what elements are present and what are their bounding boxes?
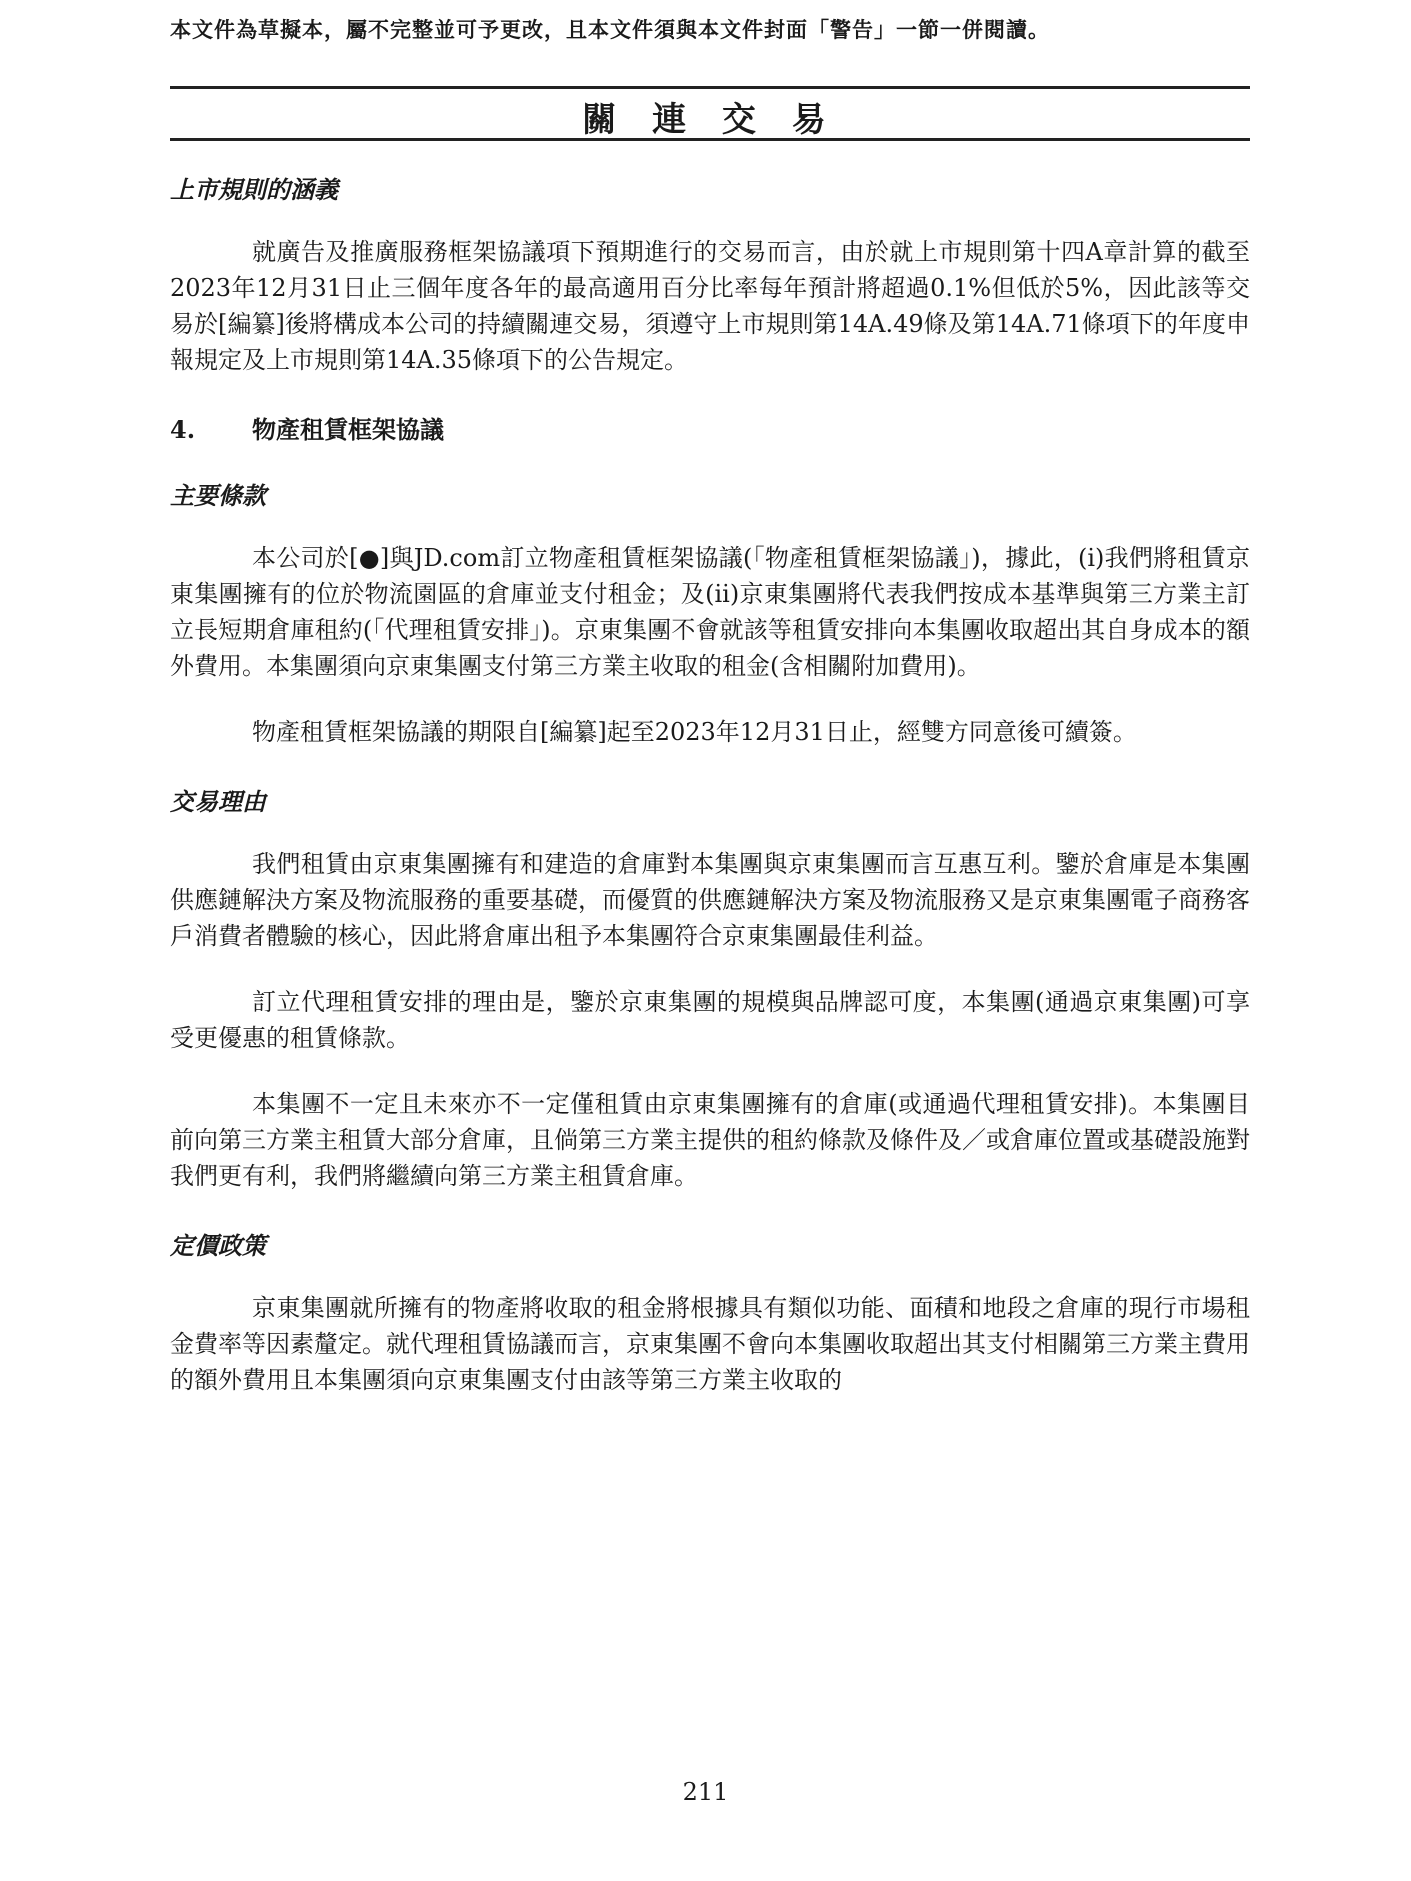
paragraph-reasons-3: 本集團不一定且未來亦不一定僅租賃由京東集團擁有的倉庫(或通過代理租賃安排)。本集團目前向第三方業主租賃大部分倉庫，且倘第三方業主提供的租約條款及條件及／或倉庫位置或基礎設施對我們更有利，我們將繼續向第三方業主租賃倉庫。 — [170, 1090, 1250, 1190]
paragraph-pricing-policy: 京東集團就所擁有的物產將收取的租金將根據具有類似功能、面積和地段之倉庫的現行市場租金費率等因素釐定。就代理租賃協議而言，京東集團不會向本集團收取超出其支付相關第三方業主費用的額外費用且本集團須向京東集團支付由該等第三方業主收取的 — [170, 1294, 1250, 1394]
section-number: 4. — [170, 415, 196, 444]
paragraph-listing-rules: 就廣告及推廣服務框架協議項下預期進行的交易而言，由於就上市規則第十四A章計算的截至2023年12月31日止三個年度各年的最高適用百分比率每年預計將超過0.1%但低於5%，因此該等交易於[編纂]後將構成本公司的持續關連交易，須遵守上市規則第14A.49條及第14A.71條項下的年度申報規定及上市規則第14A.35條項下的公告規定。 — [170, 238, 1250, 374]
page-number: 211 — [682, 1778, 729, 1806]
paragraph-principal-terms-1: 本公司於[●]與JD.com訂立物產租賃框架協議(「物產租賃框架協議」)，據此，(i)我們將租賃京東集團擁有的位於物流園區的倉庫並支付租金；及(ii)京東集團將代表我們按成本基準與第三方業主訂立長短期倉庫租約(「代理租賃安排」)。京東集團不會就該等租賃安排向本集團收取超出其自身成本的額外費用。本集團須向京東集團支付第三方業主收取的租金(含相關附加費用)。 — [170, 544, 1250, 680]
title-bottom-rule — [170, 138, 1250, 141]
section-heading-property-lease — [170, 408, 1250, 452]
section-title: 物產租賃框架協議 — [252, 415, 444, 444]
heading-principal-terms: 主要條款 — [170, 481, 266, 510]
page-title: 關 連 交 易 — [582, 100, 838, 140]
paragraph-reasons-2: 訂立代理租賃安排的理由是，鑒於京東集團的規模與品牌認可度，本集團(通過京東集團)可享受更優惠的租賃條款。 — [170, 988, 1250, 1052]
title-top-rule — [170, 86, 1250, 89]
heading-pricing-policy: 定價政策 — [170, 1231, 266, 1260]
paragraph-principal-terms-2: 物產租賃框架協議的期限自[編纂]起至2023年12月31日止，經雙方同意後可續簽。 — [252, 718, 1137, 746]
heading-listing-rules: 上市規則的涵義 — [170, 175, 338, 204]
paragraph-reasons-1: 我們租賃由京東集團擁有和建造的倉庫對本集團與京東集團而言互惠互利。鑒於倉庫是本集團供應鏈解決方案及物流服務的重要基礎，而優質的供應鏈解決方案及物流服務又是京東集團電子商務客戶消費者體驗的核心，因此將倉庫出租予本集團符合京東集團最佳利益。 — [170, 850, 1250, 950]
document-body — [170, 168, 1250, 1398]
draft-notice: 本文件為草擬本，屬不完整並可予更改，且本文件須與本文件封面「警告」一節一併閱讀。 — [170, 17, 1050, 42]
heading-reasons: 交易理由 — [170, 787, 266, 816]
